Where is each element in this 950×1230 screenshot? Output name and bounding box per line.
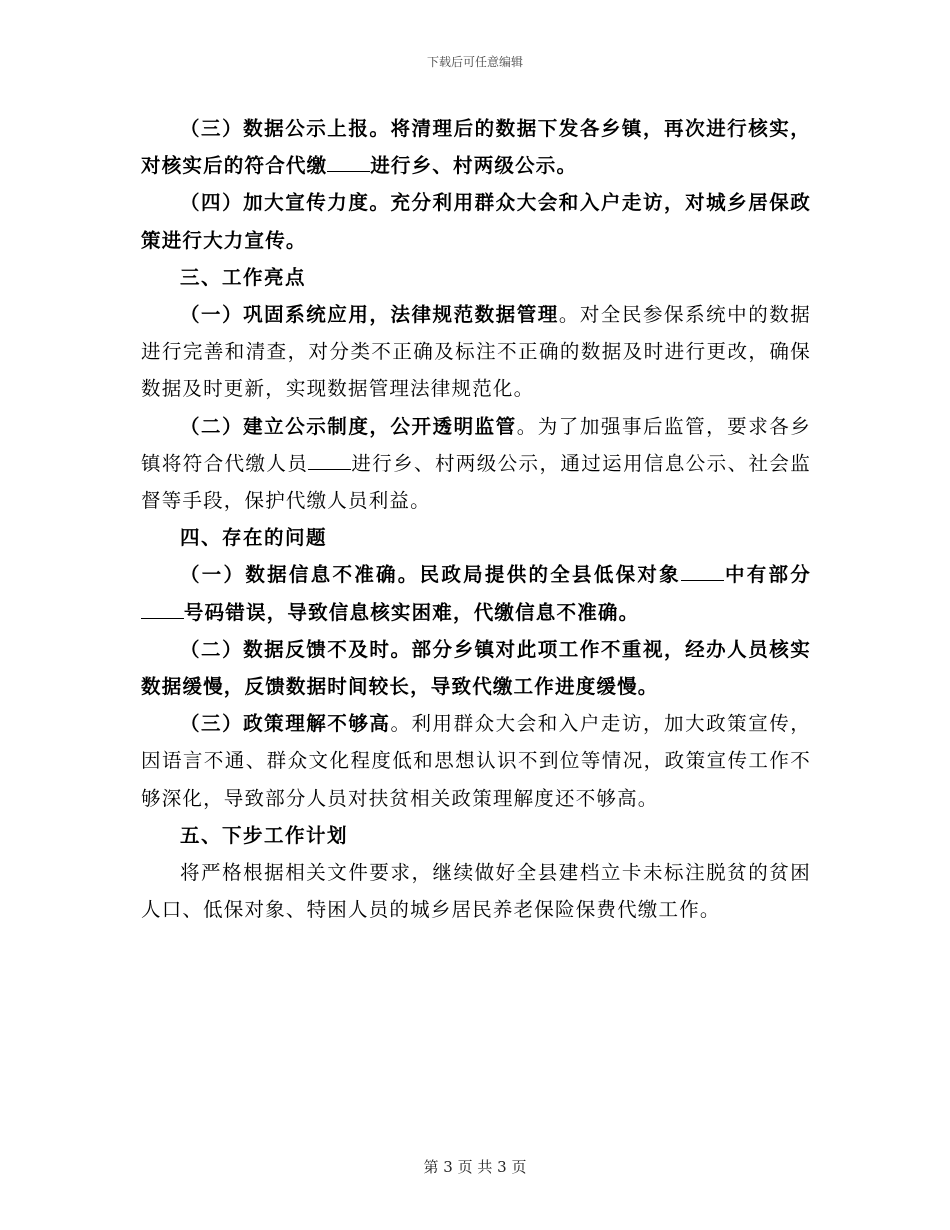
paragraph-lead: （二）建立公示制度，公开透明监管 [180, 414, 517, 438]
page-footer: 第 3 页 共 3 页 [423, 1158, 527, 1176]
paragraph-text: 进行乡、村两级公示。 [370, 154, 578, 178]
paragraph-slow-feedback [141, 631, 811, 705]
paragraph-text: 号码错误，导致信息核实困难，代缴信息不准确。 [183, 600, 640, 624]
paragraph-policy-understanding [141, 705, 811, 817]
paragraph-system-application [141, 296, 811, 408]
paragraph-inaccurate-data [141, 556, 811, 630]
paragraph-text: 。为了加强事后监管，要求各乡镇将符合代缴人员 [141, 414, 811, 475]
paragraph-work-plan [141, 854, 811, 928]
paragraph-text: 。利用群众大会和入户走访，加大政策宣传，因语言不通、群众文化程度低和思想认识不到位等情况，政策宣传工作不够深化，导致部分人员对扶贫相关政策理解度还不够高。 [141, 712, 811, 810]
paragraph-publicity [141, 184, 811, 258]
paragraph-text: 。对全民参保系统中的数据进行完善和清查，对分类不正确及标注不正确的数据及时进行更改，确保数据及时更新，实现数据管理法律规范化。 [141, 303, 811, 401]
blank-line [308, 451, 351, 470]
section-heading-highlights: 三、工作亮点 [180, 265, 307, 289]
paragraph-text: （三）数据公示上报。将清理后的数据下发各乡镇，再次进行核实，对核实后的符合代缴 [141, 117, 811, 178]
paragraph-text: （四）加大宣传力度。充分利用群众大会和入户走访，对城乡居保政策进行大力宣传。 [141, 191, 811, 252]
blank-line [327, 154, 370, 173]
blank-line [681, 563, 724, 582]
paragraph-text: 中有部分 [723, 563, 811, 587]
page-header: 下载后可任意编辑 [426, 55, 523, 69]
paragraph-lead: （一）巩固系统应用，法律规范数据管理 [180, 303, 559, 327]
paragraph-text: （一）数据信息不准确。民政局提供的全县低保对象 [180, 563, 681, 587]
paragraph-text: （二）数据反馈不及时。部分乡镇对此项工作不重视，经办人员核实数据缓慢，反馈数据时间较长，导致代缴工作进度缓慢。 [141, 637, 811, 699]
paragraph-lead: （三）政策理解不够高 [180, 712, 391, 736]
paragraph-text: 进行乡、村两级公示，通过运用信息公示、社会监督等手段，保护代缴人员利益。 [141, 451, 811, 513]
paragraph-data-publication [141, 110, 811, 184]
document-body [141, 110, 811, 928]
paragraph-publicity-system [141, 408, 811, 520]
section-heading-problems: 四、存在的问题 [180, 526, 328, 550]
paragraph-text: 将严格根据相关文件要求，继续做好全县建档立卡未标注脱贫的贫困人口、低保对象、特困人员的城乡居民养老保险保费代缴工作。 [141, 861, 811, 922]
blank-line [141, 600, 184, 619]
section-heading-next-steps: 五、下步工作计划 [180, 823, 349, 847]
